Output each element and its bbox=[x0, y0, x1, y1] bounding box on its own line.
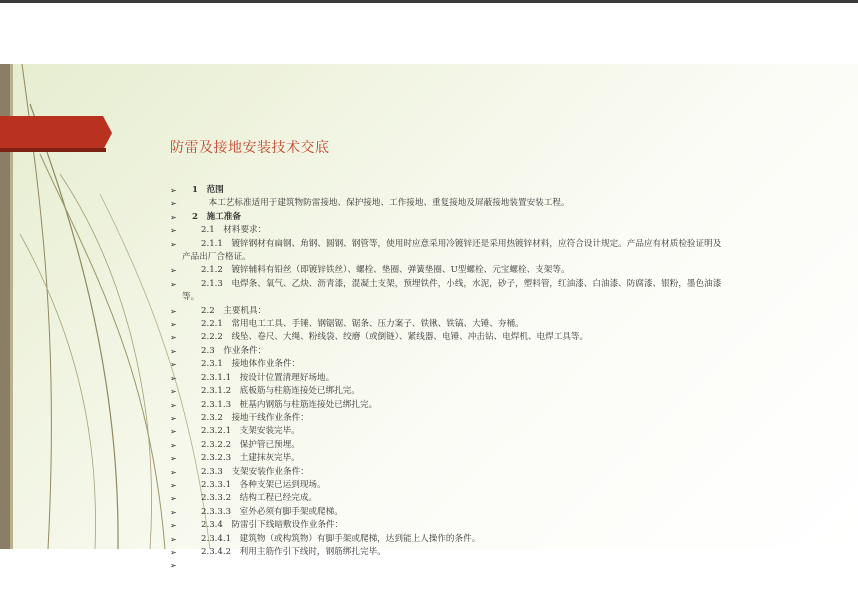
bullet-arrow-icon: ➢ bbox=[170, 320, 177, 330]
content-line-text: 2.1 材料要求： bbox=[201, 225, 267, 236]
content-line bbox=[170, 385, 854, 398]
content-line-text: 2.3 作业条件： bbox=[201, 345, 267, 356]
content-line-text: 2.1.2 镀锌辅料有铅丝（即镀锌铁丝）、螺栓、垫圈、弹簧垫圈、U型螺栓、元宝螺栓、支架等。 bbox=[201, 265, 570, 276]
content-line bbox=[170, 305, 854, 318]
content-line-text: 产品出厂合格证。 bbox=[182, 252, 251, 263]
content-line-text: 2.3.2 接地干线作业条件： bbox=[201, 412, 309, 423]
content-line-text: 等。 bbox=[182, 292, 200, 303]
content-line bbox=[170, 452, 854, 465]
bullet-arrow-icon: ➢ bbox=[170, 373, 177, 383]
content-line bbox=[170, 224, 854, 237]
slide-title: 防雷及接地安装技术交底 bbox=[170, 140, 330, 156]
content-line-continuation bbox=[170, 291, 854, 304]
bullet-arrow-icon: ➢ bbox=[170, 212, 177, 222]
bullet-arrow-icon: ➢ bbox=[170, 387, 177, 397]
slide-content bbox=[170, 184, 854, 573]
content-line bbox=[170, 184, 854, 197]
content-line bbox=[170, 492, 854, 505]
content-line bbox=[170, 264, 854, 277]
content-line-text: 2.3.2.1 支架安装完毕。 bbox=[201, 426, 300, 437]
content-line bbox=[170, 345, 854, 358]
bullet-arrow-icon: ➢ bbox=[170, 346, 177, 356]
content-line-text: 2.2.2 线坠、卷尺、大绳、粉线袋、绞磨（或倒链）、紧线器、电锤、冲击钻、电焊机、电焊工具等。 bbox=[201, 332, 589, 343]
content-line-text: 2.3.3.1 各种支架已运到现场。 bbox=[201, 479, 326, 490]
content-line-text: 2.3.3.3 室外必须有脚手架或爬梯。 bbox=[201, 506, 343, 517]
slide bbox=[0, 64, 858, 571]
content-line-text: 2.3.1 接地体作业条件： bbox=[201, 359, 301, 370]
bullet-arrow-icon: ➢ bbox=[170, 400, 177, 410]
content-line bbox=[170, 399, 854, 412]
content-line bbox=[170, 238, 854, 251]
bullet-arrow-icon: ➢ bbox=[170, 454, 177, 464]
bullet-arrow-icon: ➢ bbox=[170, 521, 177, 531]
bullet-arrow-icon: ➢ bbox=[170, 199, 177, 209]
content-line bbox=[170, 412, 854, 425]
content-line bbox=[170, 211, 854, 224]
bullet-arrow-icon: ➢ bbox=[170, 186, 177, 195]
content-line bbox=[170, 331, 854, 344]
content-line-text: 2.3.2.2 保护管已预埋。 bbox=[201, 439, 300, 450]
content-line-text: 2.3.1.3 桩基内钢筋与柱筋连接处已绑扎完。 bbox=[201, 399, 378, 410]
content-line-text: 2.3.2.3 土建抹灰完毕。 bbox=[201, 453, 300, 464]
content-line-text: 2.3.1.1 按设计位置清理好场地。 bbox=[201, 372, 335, 383]
bullet-arrow-icon: ➢ bbox=[170, 279, 177, 289]
content-line-text: 2.2 主要机具： bbox=[201, 305, 267, 316]
content-line-text: 2.3.3 支架安装作业条件： bbox=[201, 466, 309, 477]
bullet-arrow-icon: ➢ bbox=[170, 413, 177, 423]
content-line bbox=[170, 546, 854, 559]
bullet-arrow-icon: ➢ bbox=[170, 226, 177, 236]
content-line bbox=[170, 318, 854, 331]
content-line-text: 2.2.1 常用电工工具、手锤、钢锯锯、锯条、压力案子、铁锹、铁镐、大锤、夯桶。 bbox=[201, 319, 524, 330]
content-line bbox=[170, 466, 854, 479]
content-line bbox=[170, 506, 854, 519]
content-line bbox=[170, 425, 854, 438]
bullet-arrow-icon: ➢ bbox=[170, 467, 177, 477]
content-line bbox=[170, 372, 854, 385]
content-line-text: 2.3.1.2 底板筋与柱筋连接处已绑扎完。 bbox=[201, 386, 360, 397]
content-line-text: 2.3.3.2 结构工程已经完成。 bbox=[201, 493, 318, 504]
bullet-arrow-icon: ➢ bbox=[170, 494, 177, 504]
content-line-text: 本工艺标准适用于建筑物防雷接地、保护接地、工作接地、重复接地及屏蔽接地装置安装工程。 bbox=[200, 198, 570, 209]
bullet-arrow-icon: ➢ bbox=[170, 333, 177, 343]
title-banner-arrow bbox=[0, 116, 112, 150]
bullet-arrow-icon: ➢ bbox=[170, 440, 177, 450]
content-line bbox=[170, 278, 854, 291]
content-line-text: 1 范围 bbox=[192, 185, 224, 195]
content-line bbox=[170, 559, 854, 572]
bullet-arrow-icon: ➢ bbox=[170, 360, 177, 370]
bullet-arrow-icon: ➢ bbox=[170, 306, 177, 316]
window-top-border bbox=[0, 0, 858, 3]
content-line-continuation bbox=[170, 251, 854, 264]
content-line-text: 2.1.3 电焊条、氧气、乙炔、沥青漆，混凝土支架，预埋铁件，小线，水泥，砂子，塑料管，红油漆、白油漆、防腐漆、银粉，墨色油漆 bbox=[201, 278, 722, 289]
bullet-arrow-icon: ➢ bbox=[170, 427, 177, 437]
content-line-text: 2.3.4.2 利用主筋作引下线时，钢筋绑扎完毕。 bbox=[201, 546, 386, 557]
content-line bbox=[170, 439, 854, 452]
bullet-arrow-icon: ➢ bbox=[170, 480, 177, 490]
content-line bbox=[170, 358, 854, 371]
bullet-arrow-icon: ➢ bbox=[170, 561, 177, 571]
bullet-arrow-icon: ➢ bbox=[170, 547, 177, 557]
content-line bbox=[170, 197, 854, 210]
bullet-arrow-icon: ➢ bbox=[170, 239, 177, 249]
content-line-text: 2.1.1 镀锌钢材有扁钢、角钢、圆钢、钢管等，使用时应意采用冷镀锌还是采用热镀锌材料，应符合设计规定。产品应有材质检验证明及 bbox=[201, 238, 722, 249]
content-line bbox=[170, 533, 854, 546]
content-line-text: 2.3.4.1 建筑物（或构筑物）有脚手架或爬梯，达到能上人操作的条件。 bbox=[201, 533, 481, 544]
content-line-text: 2.3.4 防雷引下线暗敷设作业条件： bbox=[201, 520, 344, 531]
content-line bbox=[170, 479, 854, 492]
content-line-text: 2 施工准备 bbox=[192, 211, 241, 222]
bullet-arrow-icon: ➢ bbox=[170, 507, 177, 517]
bullet-arrow-icon: ➢ bbox=[170, 266, 177, 276]
content-line bbox=[170, 519, 854, 532]
title-banner-shadow bbox=[0, 148, 106, 152]
bullet-arrow-icon: ➢ bbox=[170, 534, 177, 544]
